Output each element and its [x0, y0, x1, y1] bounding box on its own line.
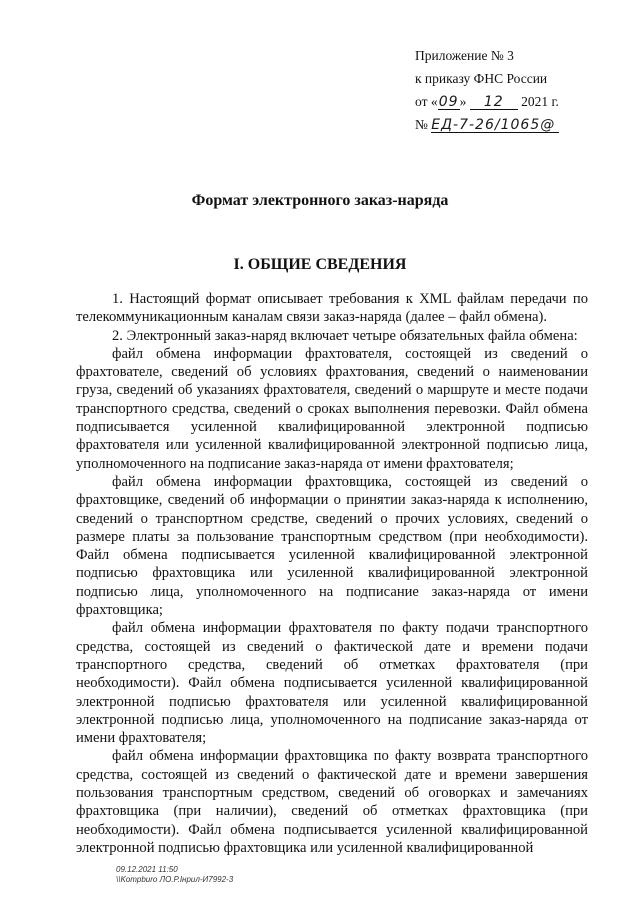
appendix-number-line: [415, 113, 559, 136]
date-month-handwritten: 12: [470, 95, 518, 110]
paragraph: файл обмена информации фрахтователя, состоящей из сведений о фрахтователе, сведений об условиях фрахтования, сведений о наименовании груза, сведений об указаниях фрахтователя, сведений о маршруте и месте подачи транспортного средства, сведений о сроках выполнения перевозки. Файл обмена подписывается усиленной квалифицированной электронной подписью фрахтователя или усиленной квалифицированной электронной подписью лица, уполномоченного на подписание заказ-наряда от имени фрахтователя;: [76, 345, 588, 472]
number-prefix: №: [415, 117, 428, 132]
appendix-block: [415, 44, 559, 136]
appendix-date-line: [415, 90, 559, 113]
footer-path: \\Kompburo ЛО.Р.Інрил-И7992-3: [116, 875, 234, 884]
order-number-handwritten: ЕД-7-26/1065@: [431, 118, 559, 133]
paragraph: 2. Электронный заказ-наряд включает четыре обязательных файла обмена:: [112, 327, 578, 344]
paragraph: файл обмена информации фрахтовщика по факту возврата транспортного средства, состоящей из сведений о фактической дате и времени завершения пользования транспортным средством, сведений об оговорках и замечаниях фрахтовщика (при наличии), сведений об отметках фрахтовщика (при необходимости). Файл обмена подписывается усиленной квалифицированной электронной подписью фрахтовщика или усиленной квалифицированной: [76, 748, 588, 856]
section-heading: I. ОБЩИЕ СВЕДЕНИЯ: [233, 256, 407, 273]
paragraph: файл обмена информации фрахтовщика, состоящей из сведений о фрахтовщике, сведений об информации о принятии заказ-наряда к исполнению, сведений о транспортном средстве, сведений о прочих условиях, сведений о размере платы за пользование транспортным средством (при необходимости). Файл обмена подписывается усиленной квалифицированной электронной подписью фрахтовщика или усиленной квалифицированной электронной подписью лица, уполномоченного на подписание заказ-наряда от имени фрахтовщика;: [76, 473, 588, 619]
footer-timestamp: 09.12.2021 11:50: [116, 865, 178, 874]
paragraph: 1. Настоящий формат описывает требования к XML файлам передачи по телекоммуникационным каналам связи заказ-наряда (далее – файл обмена).: [76, 291, 588, 326]
document-body: [76, 290, 588, 857]
date-day-handwritten: 09: [438, 94, 459, 110]
document-title: Формат электронного заказ-наряда: [191, 192, 449, 209]
appendix-line-1: Приложение № 3: [415, 48, 514, 63]
date-mid: »: [459, 94, 467, 109]
appendix-line-2: к приказу ФНС России: [415, 71, 548, 86]
date-prefix: от «: [415, 94, 438, 109]
date-year: 2021 г.: [521, 94, 559, 109]
print-footer: [116, 865, 233, 885]
paragraph: файл обмена информации фрахтователя по факту подачи транспортного средства, состоящей из сведений о фактической дате и времени подачи транспортного средства, сведений об отметках фрахтователя (при необходимости). Файл обмена подписывается усиленной квалифицированной электронной подписью фрахтователя или усиленной квалифицированной электронной подписью лица, уполномоченного на подписание заказ-наряда от имени фрахтователя;: [76, 620, 588, 747]
